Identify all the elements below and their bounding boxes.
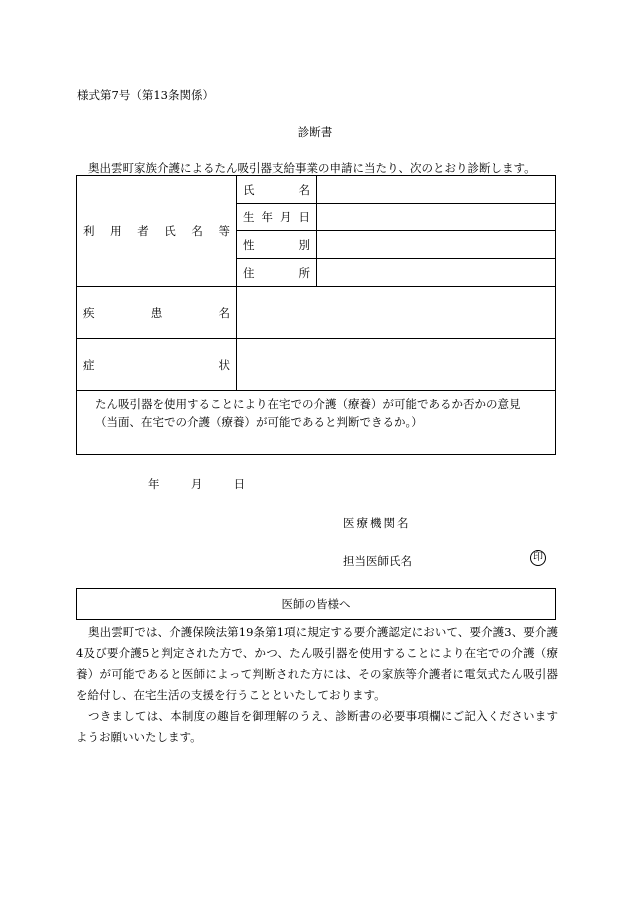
- birthdate-value-cell[interactable]: [317, 204, 556, 231]
- disease-char: 患: [150, 305, 163, 320]
- notice-heading-box: [76, 588, 556, 620]
- field-char: 所: [298, 265, 310, 280]
- field-char: 住: [243, 265, 255, 280]
- user-info-char: 用: [110, 224, 122, 238]
- field-char: 日: [298, 210, 310, 224]
- symptom-label-cell: [77, 339, 237, 391]
- seal-mark: 印: [530, 550, 546, 566]
- diagnosis-table: [76, 175, 556, 455]
- notice-paragraph: つきましては、本制度の趣旨を御理解のうえ、診断書の必要事項欄にご記入くださいますようお願いいたします。: [76, 709, 558, 744]
- field-char: 氏: [243, 182, 255, 197]
- gender-value-cell[interactable]: [317, 231, 556, 259]
- notice-body: [76, 622, 558, 748]
- field-char: 性: [243, 237, 255, 252]
- user-info-char: 氏: [164, 224, 176, 238]
- user-info-char: 利: [83, 224, 95, 238]
- document-title: 診断書: [297, 125, 333, 139]
- month-label: 月: [190, 477, 203, 491]
- user-info-char: 等: [218, 224, 230, 238]
- address-value-cell[interactable]: [317, 259, 556, 287]
- disease-char: 疾: [83, 305, 95, 320]
- opinion-text: たん吸引器を使用することにより在宅での介護（療養）が可能であるか否かの意見 （当面、在宅での介護（療養）が可能であると判断できるか。）: [95, 397, 532, 429]
- disease-label-cell: [77, 287, 237, 339]
- symptom-value-cell[interactable]: [237, 339, 556, 391]
- form-number-label: 様式第7号（第13条関係）: [77, 88, 214, 102]
- symptom-char: 症: [83, 357, 95, 372]
- address-label-cell: [237, 259, 317, 287]
- field-char: 月: [280, 210, 292, 224]
- institution-label: 医療機関名: [343, 516, 411, 530]
- field-char: 年: [261, 210, 273, 224]
- field-char: 別: [298, 237, 310, 252]
- birthdate-label-cell: [237, 204, 317, 231]
- gender-label-cell: [237, 231, 317, 259]
- disease-value-cell[interactable]: [237, 287, 556, 339]
- year-label: 年: [148, 477, 160, 491]
- field-char: 名: [298, 182, 310, 197]
- symptom-char: 状: [218, 357, 230, 372]
- disease-char: 名: [218, 305, 230, 320]
- opinion-cell[interactable]: [77, 391, 556, 455]
- user-info-char: 名: [191, 224, 203, 238]
- intro-text: 奥出雲町家族介護によるたん吸引器支給事業の申請に当たり、次のとおり診断します。: [88, 161, 536, 175]
- day-label: 日: [233, 477, 246, 491]
- notice-paragraph: 奥出雲町では、介護保険法第19条第1項に規定する要介護認定において、要介護3、要介護4及び要介護5と判定された方で、かつ、たん吸引器を使用することにより在宅での介護（療養）が可能であると医師によって判断された方には、その家族等介護者に電気式たん吸引器を給付し、在宅生活の支援を行うことといたしております。: [76, 625, 558, 702]
- name-value-cell[interactable]: [317, 176, 556, 204]
- user-info-label-cell: [77, 176, 237, 287]
- notice-heading: 医師の皆様へ: [281, 597, 351, 611]
- date-line: [148, 476, 245, 492]
- doctor-name-label: 担当医師氏名: [343, 554, 412, 568]
- user-info-char: 者: [137, 224, 149, 238]
- field-char: 生: [243, 210, 255, 224]
- name-label-cell: [237, 176, 317, 204]
